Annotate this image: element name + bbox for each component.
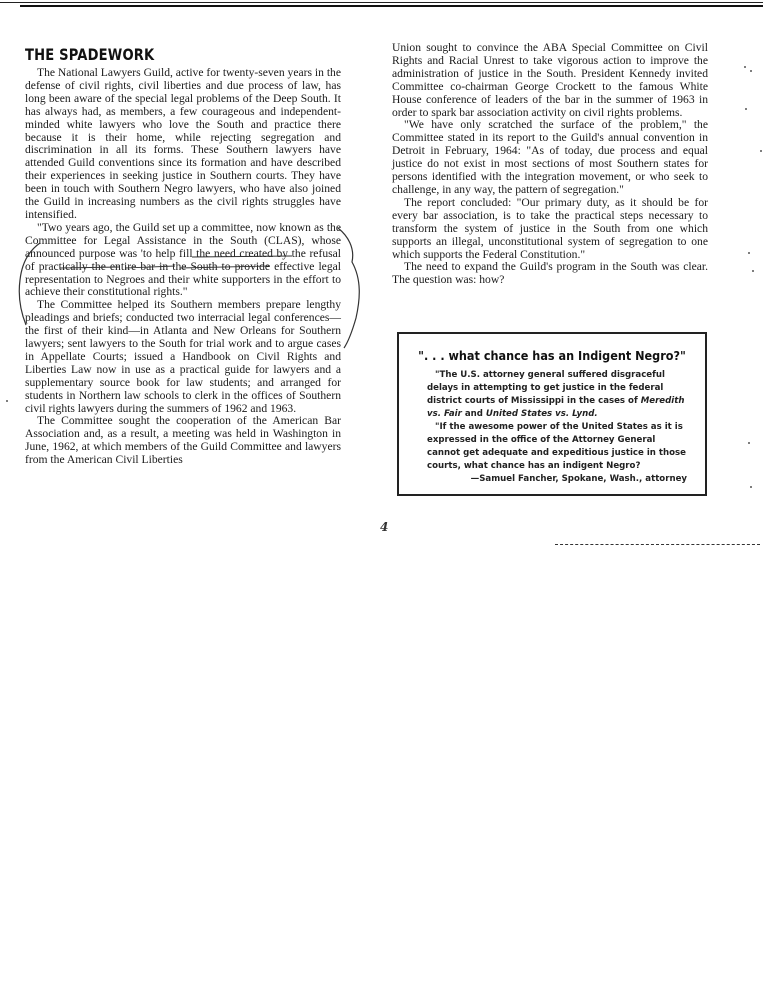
paragraph: The National Lawyers Guild, active for twenty-seven years in the defense of civil rights, civil liberties and due process of law, has long been aware of the special legal problems of the Deep South. It has always had, as members, a few courageous and independent-minded white lawyers who love the South and practice there because it is their home, while rejecting segregation and discrimination in all its forms. These Southern lawyers have attended Guild conventions since its formation and have described their experiences in seeking justice in Southern courts. They have been in touch with Southern Negro lawyers, who have also joined the Guild in increasing numbers as the civil rights struggles have intensified.: [25, 66, 341, 221]
paragraph: Union sought to convince the ABA Special Committee on Civil Rights and Racial Unrest to take vigorous action to improve the administration of justice in the South. President Kennedy invited Committee co-chairman George Crockett to the famous White House conference of leaders of the bar in the summer of 1963 in order to spark bar association activity on civil rights problems.: [392, 41, 708, 119]
margin-mark: [6, 400, 8, 402]
paragraph-quote: "Two years ago, the Guild set up a committee, now known as the Committee for Legal Assistance in the South (CLAS), whose announced purpose was 'to help fill the need created by the refusal of practically the entire bar in the South to provide effective legal representation to Negroes and their white supporters in the effort to achieve their constitutional rights.": [25, 220, 341, 299]
case-name: Meredith vs. Fair: [427, 396, 685, 419]
margin-mark: [745, 108, 747, 110]
margin-mark: [750, 70, 752, 72]
margin-mark: [748, 252, 750, 254]
case-name: United States vs. Lynd.: [485, 409, 598, 419]
margin-mark: [752, 270, 754, 272]
bottom-right-rule: [555, 544, 760, 545]
paragraph: "We have only scratched the surface of the problem," the Committee stated in its report to the Guild's annual convention in Detroit in February, 1964: "As of today, due process and equal justice do not exist in most sections of most Southern states for persons identified with the integration movement, or who seek to challenge, in any way, the pattern of segregation.": [392, 118, 708, 196]
callout-title: ". . . what chance has an Indigent Negro?": [418, 348, 686, 363]
callout-box: [397, 332, 707, 496]
callout-paragraph: [427, 369, 689, 421]
paragraph: The report concluded: "Our primary duty, as it should be for every bar association, is to take the practical steps necessary to transform the system of justice in the South from one which supports an illegal, unconstitutional system of segregation to one which supports the Federal Constitution.": [392, 195, 708, 261]
page-number: 4: [380, 520, 389, 534]
callout-paragraph: "If the awesome power of the United States as it is expressed in the office of the Attorney General cannot get adequate and expeditious justice in those courts, what chance has an indigent Negro?: [427, 422, 686, 471]
callout-attribution: —Samuel Fancher, Spokane, Wash., attorney: [470, 474, 687, 484]
margin-mark: [760, 150, 762, 152]
margin-mark: [744, 66, 746, 68]
margin-mark: [748, 442, 750, 444]
left-column: [25, 42, 341, 467]
top-rule: [0, 2, 763, 7]
margin-mark: [750, 486, 752, 488]
paragraph: The Committee helped its Southern members prepare lengthy pleadings and briefs; conducted two interracial legal conferences—the first of their kind—in Atlanta and New Orleans for Southern lawyers; sent lawyers to the South for trial work and to argue cases in Appellate Courts; issued a Handbook on Civil Rights and Liberties Law now in use as a practical guide for lawyers and a supplementary source book for law students; and arranged for students in Northern law schools to clerk in the offices of Southern civil rights lawyers during the summers of 1962 and 1963.: [25, 298, 341, 415]
callout-body: [399, 363, 705, 486]
right-column: [392, 42, 708, 287]
paragraph: The Committee sought the cooperation of the American Bar Association and, as a result, a meeting was held in Washington in June, 1962, at which members of the Guild Committee and lawyers from the American Civil Liberties: [25, 414, 341, 467]
section-heading: THE SPADEWORK: [25, 45, 155, 64]
callout-text: "The U.S. attorney general suffered disgraceful delays in attempting to get justice in the federal district courts of Mississippi in the cases of: [427, 370, 665, 406]
paragraph: The need to expand the Guild's program in the South was clear. The question was: how?: [392, 260, 708, 287]
callout-text: and: [461, 409, 486, 419]
